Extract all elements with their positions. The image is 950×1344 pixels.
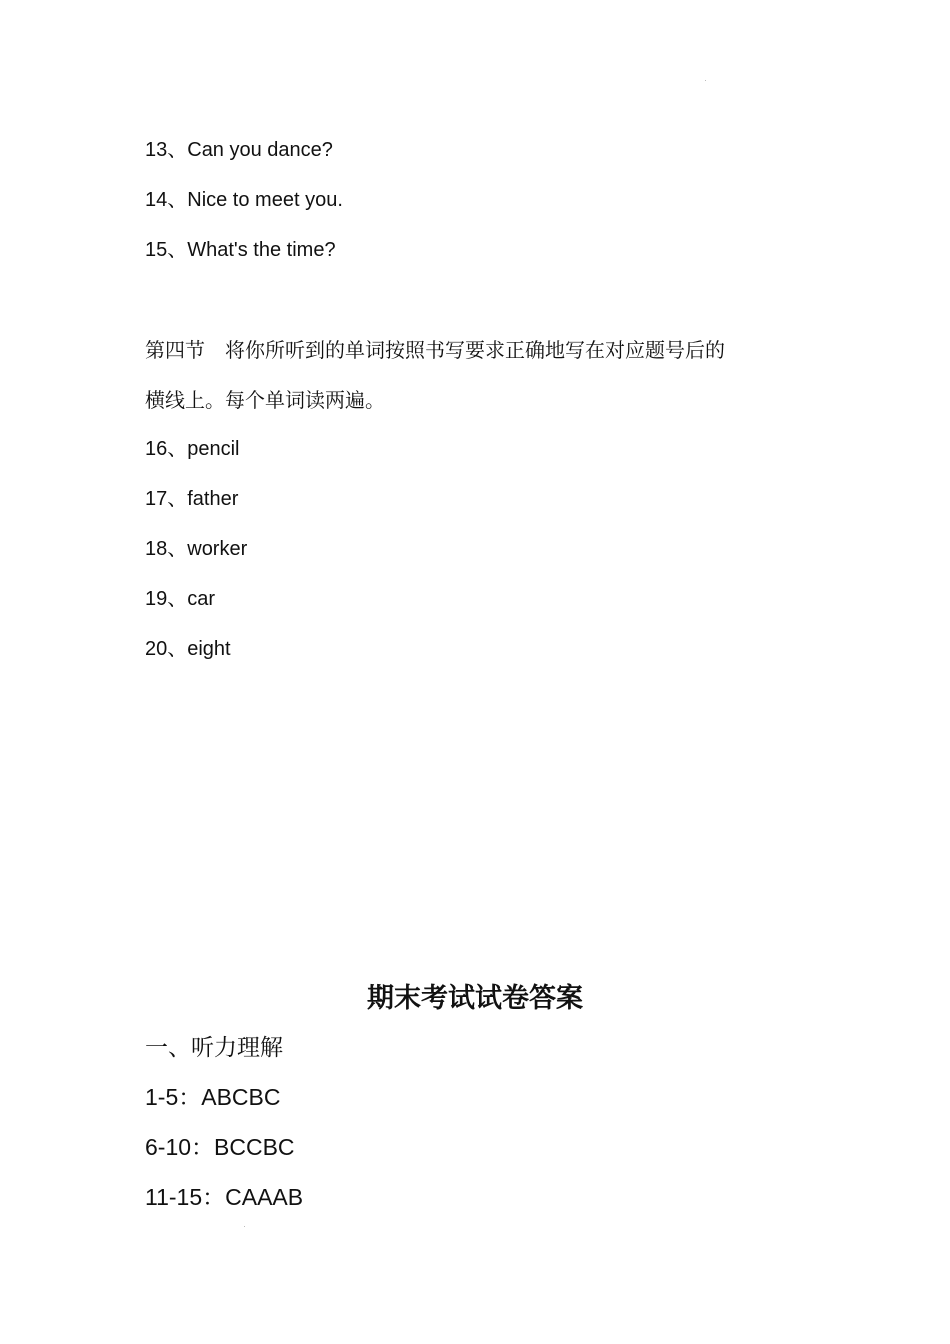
- section-instruction: 第四节 将你所听到的单词按照书写要求正确地写在对应题号后的: [145, 338, 725, 362]
- list-item: 17、father: [145, 488, 239, 510]
- answer-line: 11-15：CAAAB: [145, 1184, 304, 1210]
- answer-line: 6-10：BCCBC: [145, 1134, 295, 1160]
- list-item: 18、worker: [145, 538, 248, 560]
- answer-line: 1-5：ABCBC: [145, 1084, 281, 1110]
- scan-speck: [244, 1226, 245, 1227]
- scan-speck: [705, 80, 706, 81]
- list-item: 13、Can you dance?: [145, 139, 333, 161]
- section-heading: 一、听力理解: [145, 1035, 283, 1061]
- list-item: 20、eight: [145, 638, 231, 660]
- list-item: 15、What's the time?: [145, 239, 336, 261]
- list-item: 14、Nice to meet you.: [145, 189, 343, 211]
- list-item: 19、car: [145, 588, 216, 610]
- list-item: 16、pencil: [145, 438, 240, 460]
- section-instruction-continued: 横线上。每个单词读两遍。: [145, 388, 385, 412]
- answer-key-title: 期末考试试卷答案: [367, 983, 583, 1014]
